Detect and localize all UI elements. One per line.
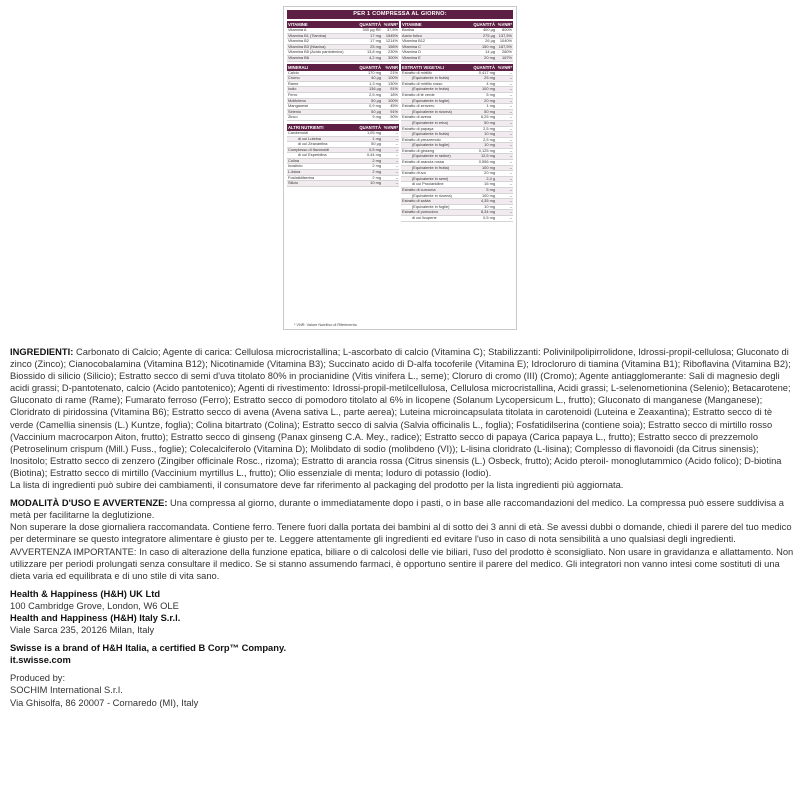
label-row-name: Vitamina B6 <box>288 55 309 60</box>
label-row-qty: 50 mg <box>484 108 495 114</box>
label-row-pct: – <box>509 147 512 153</box>
label-row-qty: 0,5 mg <box>369 146 381 152</box>
produced-by-label: Produced by: <box>10 673 66 684</box>
label-row-qty: 136 μg <box>369 86 381 92</box>
label-row-qty: 14 μg <box>485 49 495 55</box>
label-row-pct: – <box>509 136 512 142</box>
label-row-pct: 100% <box>388 75 398 81</box>
label-row-pct: – <box>509 187 512 193</box>
label-row-qty: 2,5 mg <box>483 136 495 142</box>
label-row-qty: 10 mg <box>484 142 495 148</box>
label-row-name: (Equivalente in frutta) <box>412 87 449 92</box>
label-row-pct: – <box>395 135 398 141</box>
label-row-name: Inositolo <box>288 164 303 169</box>
label-row-pct: – <box>395 157 398 163</box>
label-row-pct: – <box>509 80 512 86</box>
label-row-qty: 170 mg <box>368 69 381 75</box>
label-row-name: (Equivalente in frutta) <box>412 165 449 170</box>
label-row-qty: 100 mg <box>482 164 495 170</box>
label-row-qty: 2 mg <box>372 163 381 169</box>
label-row-pct: 187,5% <box>498 43 512 49</box>
label-row-pct: 167% <box>502 54 512 60</box>
label-row-name: (Equivalente in foglie) <box>412 143 450 148</box>
label-row-pct: 18% <box>390 91 398 97</box>
label-row-name: Selenio <box>288 109 301 114</box>
label-row-pct: – <box>509 175 512 181</box>
label-row-pct: 1040% <box>499 38 512 44</box>
label-row-name: Molibdeno <box>288 98 306 103</box>
label-row-qty: 25 mg <box>484 75 495 81</box>
label-row-qty: 0,9 mg <box>369 103 381 109</box>
label-row-qty: 50 μg <box>371 141 381 147</box>
label-row-name: Carotenoidi <box>288 130 308 135</box>
important-warning: AVVERTENZA IMPORTANTE: In caso di alterazione della funzione epatica, biliare o di calcolosi delle vie biliari, l'uso del prodotto è sconsigliato. Non usare in gravidanza e allattamento. Non utilizzare per periodi prolungati senza consultare il medico. Se si stanno assumendo farmaci, è opportuno sentire il parere del medico. Gli integratori non vanno intesi come sostituti di una dieta varia ed equilibrata e di uno stile di vita sano. <box>10 546 794 581</box>
label-row-pct: – <box>395 174 398 180</box>
company-uk-address: 100 Cambridge Grove, London, W6 OLE <box>10 600 179 611</box>
minerals-others-column <box>287 64 399 222</box>
label-row-name: Acido folico <box>402 33 422 38</box>
label-row-pct: – <box>509 114 512 120</box>
label-row-name: (Equivalente in rizoma) <box>412 109 452 114</box>
label-row-qty: 20 mg <box>484 170 495 176</box>
label-row-qty: 10 mg <box>370 180 381 186</box>
label-row-pct: 90% <box>390 114 398 120</box>
label-row-pct: 1214% <box>385 38 398 44</box>
label-row-qty: 25 mg <box>370 43 381 49</box>
usage-warnings: Non superare la dose giornaliera raccomandata. Contiene ferro. Tenere fuori dalla portata dei bambini al di sotto dei 3 anni di età. Se avessi dubbi o domande, chiedi il parere del tuo medico per determinare se questo integratore alimentare è giusto per te. Leggere attentamente gli ingredienti ed evitare l'uso in caso di nota sensibilità a uno qualsiasi degli ingredienti. <box>10 522 792 545</box>
label-row-pct: 37,5% <box>386 27 398 32</box>
label-row-pct: 156% <box>388 43 398 49</box>
label-row-name: Vitamina B3 (Niacina) <box>288 44 326 49</box>
vitamins-left-rows <box>287 28 399 62</box>
label-row-qty: 12,5 mg <box>480 153 495 159</box>
label-row-qty: 50 mg <box>484 119 495 125</box>
label-row-name: Biotina <box>402 28 414 32</box>
label-row-pct: – <box>509 86 512 92</box>
label-row-name: Vitamina E <box>402 55 421 60</box>
label-row-name: Colina <box>288 158 300 163</box>
extracts-header: ESTRATTI VEGETALI QUANTITÀ %VNR* <box>402 64 512 70</box>
label-row-name: Estratto di mirtillo <box>402 70 432 75</box>
label-row-pct: 91% <box>390 86 398 92</box>
label-row-qty: 5 mg <box>486 91 495 97</box>
vitamins-left-column <box>287 21 399 62</box>
label-row-qty: 2,5 mg <box>483 125 495 131</box>
nutrition-label-image <box>283 6 517 330</box>
label-row-qty: 150 mg <box>482 43 495 49</box>
ingredients-paragraph <box>10 346 794 479</box>
label-row-name: Fosfatidilserina <box>288 175 315 180</box>
label-row-name: di cui Esperidina <box>298 153 327 158</box>
label-row-qty: 13,8 mg <box>366 49 381 55</box>
label-row-name: di cui Procianidine <box>412 182 444 187</box>
label-row-qty: 4,2 mg <box>369 54 381 60</box>
company-italy-name: Health and Happiness (H&H) Italy S.r.l. <box>10 612 181 623</box>
label-row-name: Vitamina B12 <box>402 39 426 44</box>
label-row-pct: – <box>395 180 398 186</box>
label-row-qty: 6,25 mg <box>480 114 495 120</box>
lower-sections <box>287 64 513 222</box>
label-row-name: Iodio <box>288 87 297 92</box>
label-row-pct: – <box>509 159 512 165</box>
label-row-qty: 0,556 mg <box>478 159 495 165</box>
label-row-name: Estratto di curcuma <box>402 188 436 193</box>
label-row-qty: 4,35 mg <box>480 198 495 204</box>
label-row-pct: 91% <box>390 108 398 114</box>
label-row-qty: 100 mg <box>482 192 495 198</box>
label-row-pct: 137,5% <box>498 32 512 38</box>
label-row-pct: 300% <box>388 54 398 60</box>
company-italy-address: Viale Sarca 235, 20126 Milan, Italy <box>10 625 155 636</box>
label-row-qty: 2 mg <box>372 174 381 180</box>
label-row-name: L-lisina <box>288 170 301 175</box>
usage-text: Una compressa al giorno, durante o immediatamente dopo i pasti, o in base alle raccomandazioni del medico. La compressa può essere suddivisa a metà per facilitarne la deglutizione. <box>10 498 784 521</box>
label-row-pct: – <box>509 97 512 103</box>
ingredients-note: La lista di ingredienti può subire dei cambiamenti, il consumatore deve far riferimento al packaging del prodotto per la lista ingredienti più aggiornata. <box>10 480 624 491</box>
extracts-rows <box>401 71 513 222</box>
other-nutrients-header: ALTRI NUTRIENTI QUANTITÀ %VNR* <box>288 124 398 130</box>
label-row-name: Vitamina D <box>402 50 421 55</box>
label-row-pct: – <box>509 119 512 125</box>
vitamins-right-rows <box>401 28 513 62</box>
label-row-qty: 40 μg <box>371 75 381 81</box>
label-row-name: (Equivalente in foglie) <box>412 204 450 209</box>
label-row-name: (Equivalente in semi) <box>412 176 449 181</box>
label-row-name: Ferro <box>288 92 298 97</box>
label-row-qty: 2,5 mg <box>369 91 381 97</box>
label-row-name: (Equivalente in rizoma) <box>412 193 452 198</box>
label-row-name: Estratto di papaya <box>402 126 434 131</box>
label-row-qty: 50 μg <box>371 97 381 103</box>
label-row-qty: 1 mg <box>486 103 495 109</box>
label-row-qty: 2,4 g <box>486 175 495 181</box>
label-row-name: di cui Luteina <box>298 136 321 141</box>
label-row-pct: – <box>509 153 512 159</box>
brand-statement: Swisse is a brand of H&H Italia, a certified B Corp™ Company. <box>10 643 287 654</box>
label-row-name: Cromo <box>288 76 300 81</box>
label-row-pct: – <box>395 129 398 135</box>
label-row-qty: 400 μg <box>483 27 495 32</box>
label-row-qty: 17 mg <box>370 38 381 44</box>
label-row-pct: 100% <box>388 97 398 103</box>
label-row-name: Estratto di salvia <box>402 199 431 204</box>
label-row-pct: – <box>509 103 512 109</box>
ingredients-list: Carbonato di Calcio; Agente di carica: Cellulosa microcristallina; L-ascorbato di calcio (Vitamina C); Stabilizzanti: Polivinilpolipirrolidone, Idrossi-propil-cellulosa; Gluconato di zinco (Zinco); Cianocobalamina (Vitamina B12); Nicotinamide (Vitamina B3); Succinato acido di D-alfa tocoferile (Vitamina E); Idrocloruro di tiamina (Vitamina B1); Riboflavina (Vitamina B2); Biossido di silicio (Silicio); Estratto secco di semi d'uva titolato 80% in procianidine (Vitis vinifera L., seme); Cloruro di cromo (III) (Cromo); Agente antiagglomerante: Sali di magnesio degli acidi grassi; D-pantotenato, calcio (Acido pantotenico); Agenti di rivestimento: Idrossi-propil-metilcellulosa, Cellulosa microcristallina, Acidi grassi; L-selenometionina (Selenio); Betacarotene; Gluconato di rame (Rame); Fumarato ferroso (Ferro); Estratto secco di pomodoro titolato al 6% in licopene (Solanum Lycopersicum L., frutto); Gluconato di manganese (Manganese); Cloridrato di piridossina (Vitamina B6); Estratto secco di avena (Avena sativa L., parte aerea); Luteina microincapsulata titolata in carotenoidi (Luteina e Zeaxantina); Estratto secco di tè verde (Camellia sinensis (L.) Kuntze, foglia); Colina bitartrato (Colina); Estratto secco di salvia (Salvia officinalis L., foglia); Fosfatidilserina (contiene soia); Estratto secco di mirtillo rosso (Vaccinium macrocarpon Aiton, frutto); Estratto secco di ginseng (Panax ginseng C.A. Mey., radice); Estratto secco di papaya (Carica papaya L., frutto); Estratto secco di prezzemolo (Petroselinum crispum (Mill.) Fuss., foglie); Colecalciferolo (Vitamina D); Molibdato di sodio (molibdeno (VI)); L-lisina cloridrato (L-lisina); Complesso di flavonoidi (da Citrus sinensis); Inositolo; Estratto secco di zenzero (Zingiber officinale Rosc., rizoma); Estratto di arancia rossa (Citrus sinensis (L.) Osbeck, frutto); Acido pteroil- monoglutammico (Acido folico); D-biotina (Biotina); Estratto secco di mirtillo (Vaccinium myrtillus L., frutto); Olio essenziale di menta; Ioduro di potassio (Iodio). <box>10 347 791 478</box>
label-row-name: Estratto di mirtillo rosso <box>402 81 443 86</box>
label-row-name: Estratto di ginseng <box>402 148 435 153</box>
label-row-qty: 275 μg <box>483 32 495 38</box>
label-row <box>401 216 513 222</box>
label-row-pct: – <box>509 198 512 204</box>
label-row <box>287 115 399 121</box>
label-row-pct: – <box>509 209 512 215</box>
label-row-qty: 0,417 mg <box>478 69 495 75</box>
label-row-name: Zinco <box>288 115 298 120</box>
product-info-text <box>10 346 794 709</box>
ingredients-heading: INGREDIENTI: <box>10 347 74 357</box>
label-row-pct: – <box>509 142 512 148</box>
label-row-pct: – <box>509 75 512 81</box>
label-row-name: Calcio <box>288 70 299 75</box>
label-row-pct: 45% <box>390 103 398 109</box>
label-row-name: Rame <box>288 81 299 86</box>
label-row-qty: 9 mg <box>372 114 381 120</box>
label-row-pct: – <box>509 164 512 170</box>
label-row-qty: 100 mg <box>482 86 495 92</box>
label-row-name: Vitamina C <box>402 44 421 49</box>
label-row-name: (Equivalente in erba) <box>412 120 448 125</box>
minerals-header: MINERALI QUANTITÀ %VNR <box>288 64 398 70</box>
label-row <box>287 181 399 187</box>
usage-paragraph <box>10 497 794 521</box>
label-row-pct: – <box>509 192 512 198</box>
label-row-pct: – <box>395 146 398 152</box>
label-row <box>401 56 513 62</box>
label-row-qty: 2 mg <box>372 157 381 163</box>
label-row-name: Estratto di pomodoro <box>402 210 439 215</box>
label-row-pct: – <box>509 125 512 131</box>
label-row-qty: 0,44 mg <box>366 152 381 158</box>
label-row-pct: – <box>509 131 512 137</box>
label-row-pct: – <box>509 215 512 220</box>
extracts-column <box>401 64 513 222</box>
label-row-pct: – <box>395 152 398 158</box>
label-row-pct: – <box>509 91 512 97</box>
label-row-pct: 800% <box>502 27 512 32</box>
label-row-pct: – <box>509 69 512 75</box>
label-row-qty: 1,3 mg <box>369 80 381 86</box>
label-row-pct: – <box>509 181 512 187</box>
label-row-name: Estratto di arancia rossa <box>402 160 444 165</box>
label-row-name: Estratto di avena <box>402 115 432 120</box>
vitamins-right-column <box>401 21 513 62</box>
label-row-name: (Equivalente in foglie) <box>412 98 450 103</box>
label-row-pct: – <box>509 108 512 114</box>
label-row-pct: 21% <box>390 69 398 75</box>
label-row-qty: 1,05 mg <box>366 129 381 135</box>
label-footnote: * VNR: Valore Nutritivo di Riferimento <box>294 323 357 327</box>
label-row-pct: – <box>509 170 512 176</box>
label-row-pct: 230% <box>388 49 398 55</box>
label-row-pct: – <box>395 141 398 147</box>
producer-name: SOCHIM International S.r.l. <box>10 685 123 696</box>
vitamins-section <box>287 21 513 62</box>
producer-address: Via Ghisolfa, 86 20007 - Cornaredo (MI), Italy <box>10 697 199 708</box>
usage-heading: MODALITÀ D'USO E AVVERTENZE: <box>10 498 168 509</box>
label-row-name: di cui Zeaxantina <box>298 142 328 147</box>
label-row-qty: 0,5 mg <box>483 215 495 220</box>
other-nutrients-rows <box>287 131 399 187</box>
label-row-name: Estratto di tè verde <box>402 92 435 97</box>
label-row-name: di cui licopene <box>412 216 437 220</box>
label-row-qty: 20 mg <box>484 97 495 103</box>
label-row-qty: 0,125 mg <box>478 147 495 153</box>
brand-website: it.swisse.com <box>10 655 71 666</box>
label-row-qty: 50 μg <box>371 108 381 114</box>
label-row-name: Vitamina B5 (Acido pantotenico) <box>288 50 344 55</box>
label-row-qty: 8,34 mg <box>480 209 495 215</box>
label-row-name: (Equivalente in radice) <box>412 154 451 159</box>
vitamins-header-right: VITAMINE QUANTITÀ %VNR* <box>402 22 512 27</box>
label-row-name: (Equivalente in frutta) <box>412 76 449 81</box>
label-row-qty: 5 mg <box>486 187 495 193</box>
label-row-qty: 4 mg <box>486 80 495 86</box>
label-row <box>287 56 399 62</box>
label-row-qty: 2 mg <box>372 169 381 175</box>
label-row-pct: – <box>395 163 398 169</box>
vitamins-header: VITAMINE QUANTITÀ %VNR* <box>288 22 398 27</box>
label-row-qty: 20 mg <box>484 54 495 60</box>
label-row-qty: 26 μg <box>485 38 495 44</box>
minerals-rows <box>287 71 399 121</box>
label-row-qty: 10 mg <box>484 203 495 209</box>
label-row-pct: 280% <box>502 49 512 55</box>
label-row-qty: 1 mg <box>372 135 381 141</box>
label-row-pct: – <box>395 169 398 175</box>
label-row-name: Vitamina B2 <box>288 39 309 44</box>
label-row-pct: – <box>509 203 512 209</box>
label-row-pct: 130% <box>388 80 398 86</box>
company-uk-name: Health & Happiness (H&H) UK Ltd <box>10 588 161 599</box>
label-row-name: Estratto di zenzero <box>402 104 435 109</box>
label-row-qty: 300 μg RE <box>362 27 381 32</box>
label-row-name: Estratto di prezzemolo <box>402 137 441 142</box>
label-row-qty: 16 mg <box>484 181 495 187</box>
label-row-name: Complesso di flavonoidi <box>288 147 330 152</box>
label-row-name: Vitamina A <box>288 28 307 32</box>
label-row-qty: 17 mg <box>370 32 381 38</box>
label-row-pct: 1545% <box>385 32 398 38</box>
label-title: PER 1 COMPRESSA AL GIORNO: <box>287 10 513 19</box>
label-row-name: Manganese <box>288 104 309 109</box>
label-row-qty: 10 mg <box>484 131 495 137</box>
label-row-name: Vitamina B1 (Tiamina) <box>288 33 327 38</box>
label-row-name: Estratto d'uva <box>402 171 426 176</box>
label-row-name: (Equivalente in frutta) <box>412 132 449 137</box>
label-row-name: Silicio <box>288 181 299 186</box>
